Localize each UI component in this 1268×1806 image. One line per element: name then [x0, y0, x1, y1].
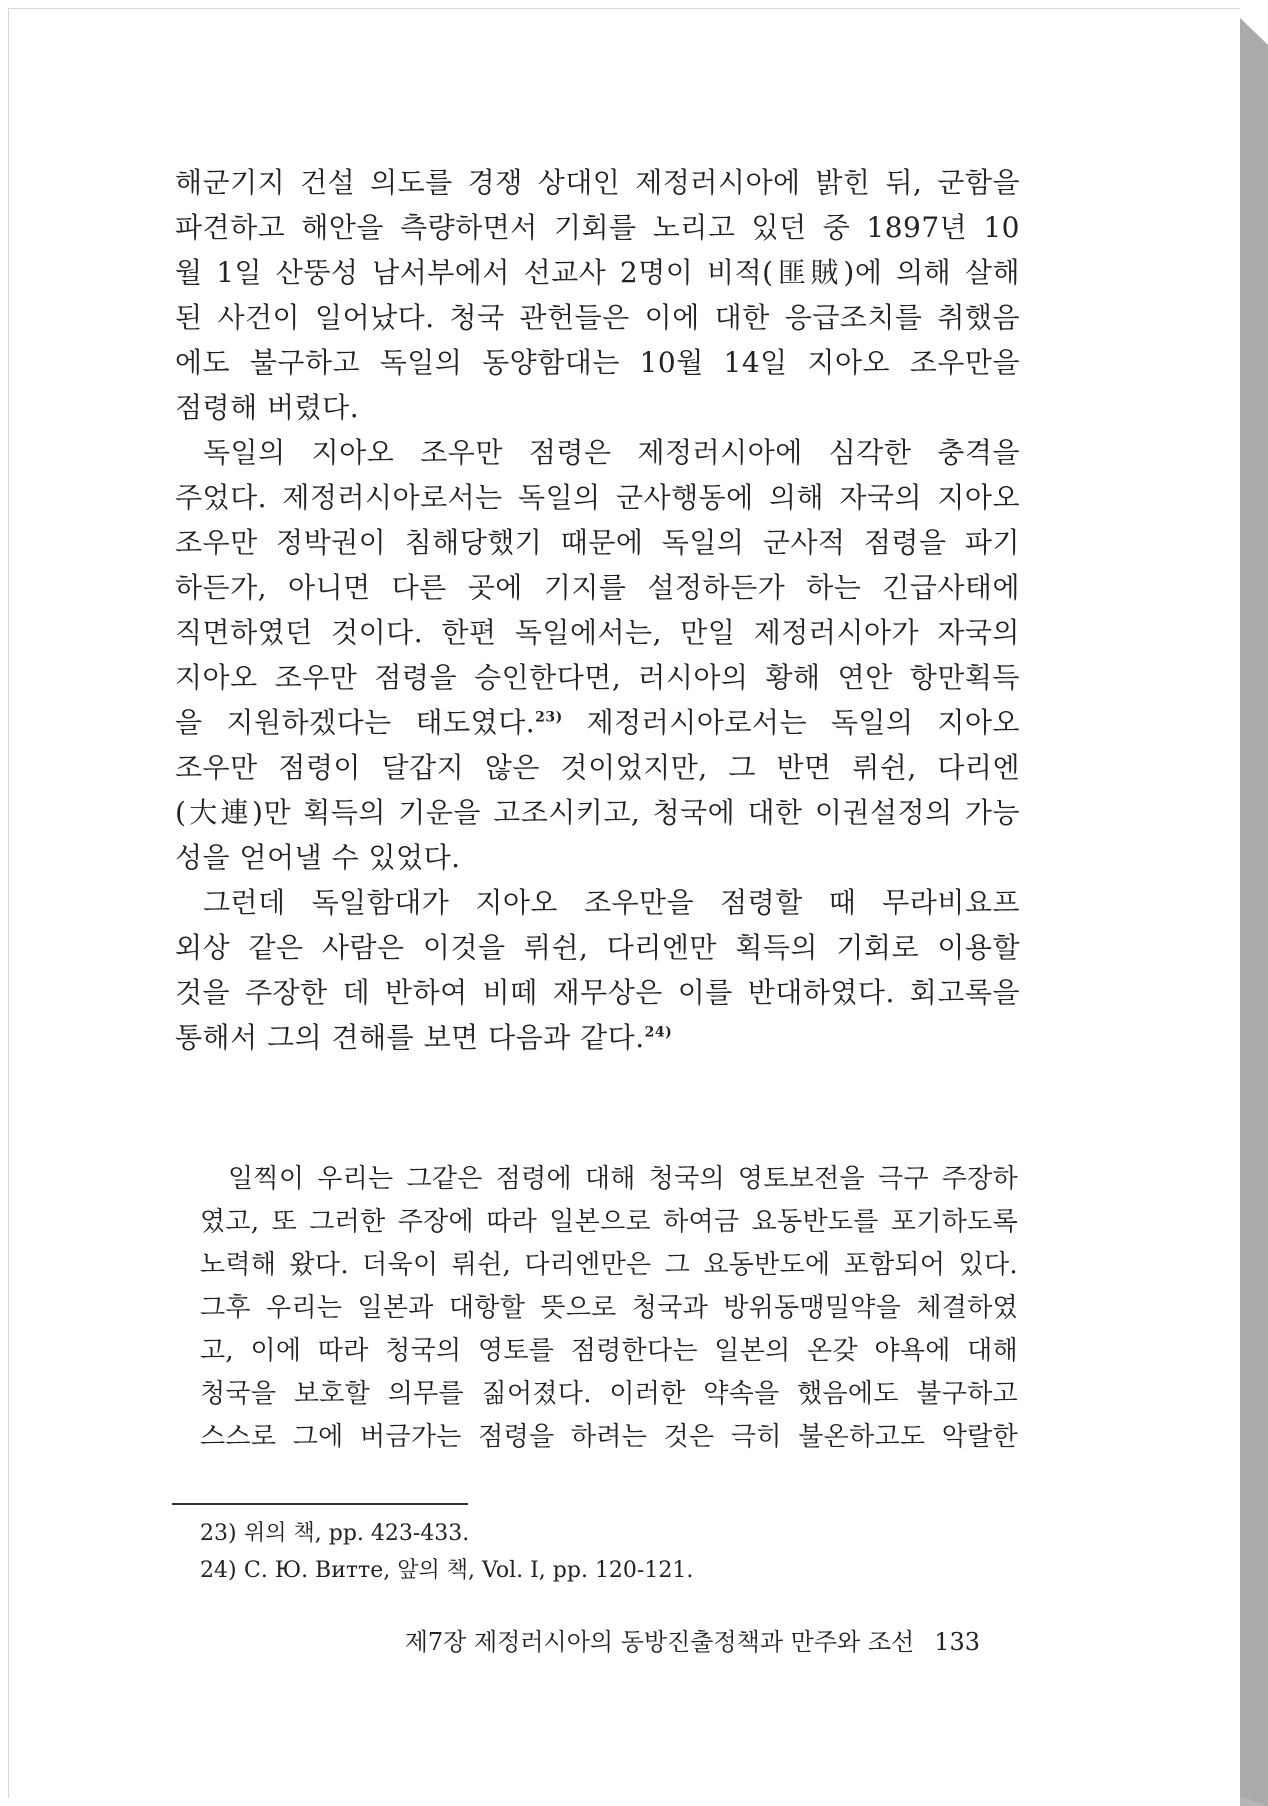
quote-line: 스스로 그에 버금가는 점령을 하려는 것은 극히 불온하고도 악랄한 — [200, 1422, 1018, 1452]
quote-line: 노력해 왔다. 더욱이 뤼쉰, 다리엔만은 그 요동반도에 포함되어 있다. — [200, 1250, 1018, 1280]
text-line: 것을 주장한 데 반하여 비떼 재무상은 이를 반대하였다. 회고록을 — [175, 976, 1020, 1009]
text-line: 조우만 점령이 달갑지 않은 것이었지만, 그 반면 뤼쉰, 다리엔 — [175, 751, 1020, 784]
running-footer — [380, 1622, 980, 1657]
footnote-number: 24) — [200, 1558, 237, 1583]
running-title: 제7장 제정러시아의 동방진출정책과 만주와 조선 — [404, 1628, 915, 1656]
body-text — [175, 160, 1020, 1060]
footnote-ref-23[interactable]: 23) — [535, 709, 563, 726]
text-line: 성을 얻어낼 수 있었다. — [175, 841, 461, 874]
footnote-text: 위의 책, pp. 423-433. — [244, 1521, 470, 1546]
paragraph-2 — [175, 430, 1020, 880]
quote-line: 그후 우리는 일본과 대항할 뜻으로 청국과 방위동맹밀약을 체결하였 — [200, 1293, 1018, 1323]
footnotes — [200, 1515, 900, 1589]
text-line: 그런데 독일함대가 지아오 조우만을 점령할 때 무라비요프 — [203, 886, 1020, 919]
footnote-ref-24[interactable]: 24) — [644, 1024, 673, 1041]
text-line: 된 사건이 일어났다. 청국 관헌들은 이에 대한 응급조치를 취했음 — [175, 301, 1020, 334]
footnote-number: 23) — [200, 1521, 237, 1546]
text-segment: 제정러시아로서는 독일의 지아오 — [586, 706, 1020, 739]
text-line: 지아오 조우만 점령을 승인한다면, 러시아의 황해 연안 항만획득 — [175, 661, 1020, 694]
text-line: 주었다. 제정러시아로서는 독일의 군사행동에 의해 자국의 지아오 — [175, 481, 1020, 514]
block-quote — [200, 1158, 1018, 1459]
quote-line: 청국을 보호할 의무를 짊어졌다. 이러한 약속을 했음에도 불구하고 — [200, 1379, 1018, 1409]
text-line: 하든가, 아니면 다른 곳에 기지를 설정하든가 하는 긴급사태에 — [175, 571, 1020, 604]
text-line-with-note — [175, 1015, 1020, 1060]
text-line: 월 1일 산뚱성 남서부에서 선교사 2명이 비적(匪賊)에 의해 살해 — [175, 256, 1020, 289]
text-segment: 통해서 그의 견해를 보면 다음과 같다. — [175, 1021, 645, 1054]
text-line: (大連)만 획득의 기운을 고조시키고, 청국에 대한 이권설정의 가능 — [175, 796, 1020, 829]
footnote-24 — [200, 1552, 900, 1589]
paragraph-3 — [175, 880, 1020, 1060]
text-line: 외상 같은 사람은 이것을 뤼쉰, 다리엔만 획득의 기회로 이용할 — [175, 931, 1020, 964]
text-line: 에도 불구하고 독일의 동양함대는 10월 14일 지아오 조우만을 — [175, 346, 1020, 379]
quote-line: 였고, 또 그러한 주장에 따라 일본으로 하여금 요동반도를 포기하도록 — [200, 1207, 1018, 1237]
quote-line: 고, 이에 따라 청국의 영토를 점령한다는 일본의 온갖 야욕에 대해 — [200, 1336, 1018, 1366]
footnote-divider — [172, 1503, 468, 1505]
text-line: 조우만 정박권이 침해당했기 때문에 독일의 군사적 점령을 파기 — [175, 526, 1020, 559]
text-line-with-note — [175, 700, 1020, 745]
text-line: 직면하였던 것이다. 한편 독일에서는, 만일 제정러시아가 자국의 — [175, 616, 1020, 649]
quote-line: 일찍이 우리는 그같은 점령에 대해 청국의 영토보전을 극구 주장하 — [228, 1164, 1018, 1194]
page-number: 133 — [934, 1628, 980, 1656]
paragraph-1 — [175, 160, 1020, 430]
text-segment: 을 지원하겠다는 태도였다. — [175, 706, 536, 739]
footnote-text: С. Ю. Витте, 앞의 책, Vol. I, pp. 120-121. — [244, 1558, 694, 1583]
footnote-23 — [200, 1515, 900, 1552]
text-line: 독일의 지아오 조우만 점령은 제정러시아에 심각한 충격을 — [203, 436, 1020, 469]
text-line: 파견하고 해안을 측량하면서 기회를 노리고 있던 중 1897년 10 — [175, 211, 1020, 244]
text-line: 해군기지 건설 의도를 경쟁 상대인 제정러시아에 밝힌 뒤, 군함을 — [175, 166, 1020, 199]
text-line: 점령해 버렸다. — [175, 391, 360, 424]
